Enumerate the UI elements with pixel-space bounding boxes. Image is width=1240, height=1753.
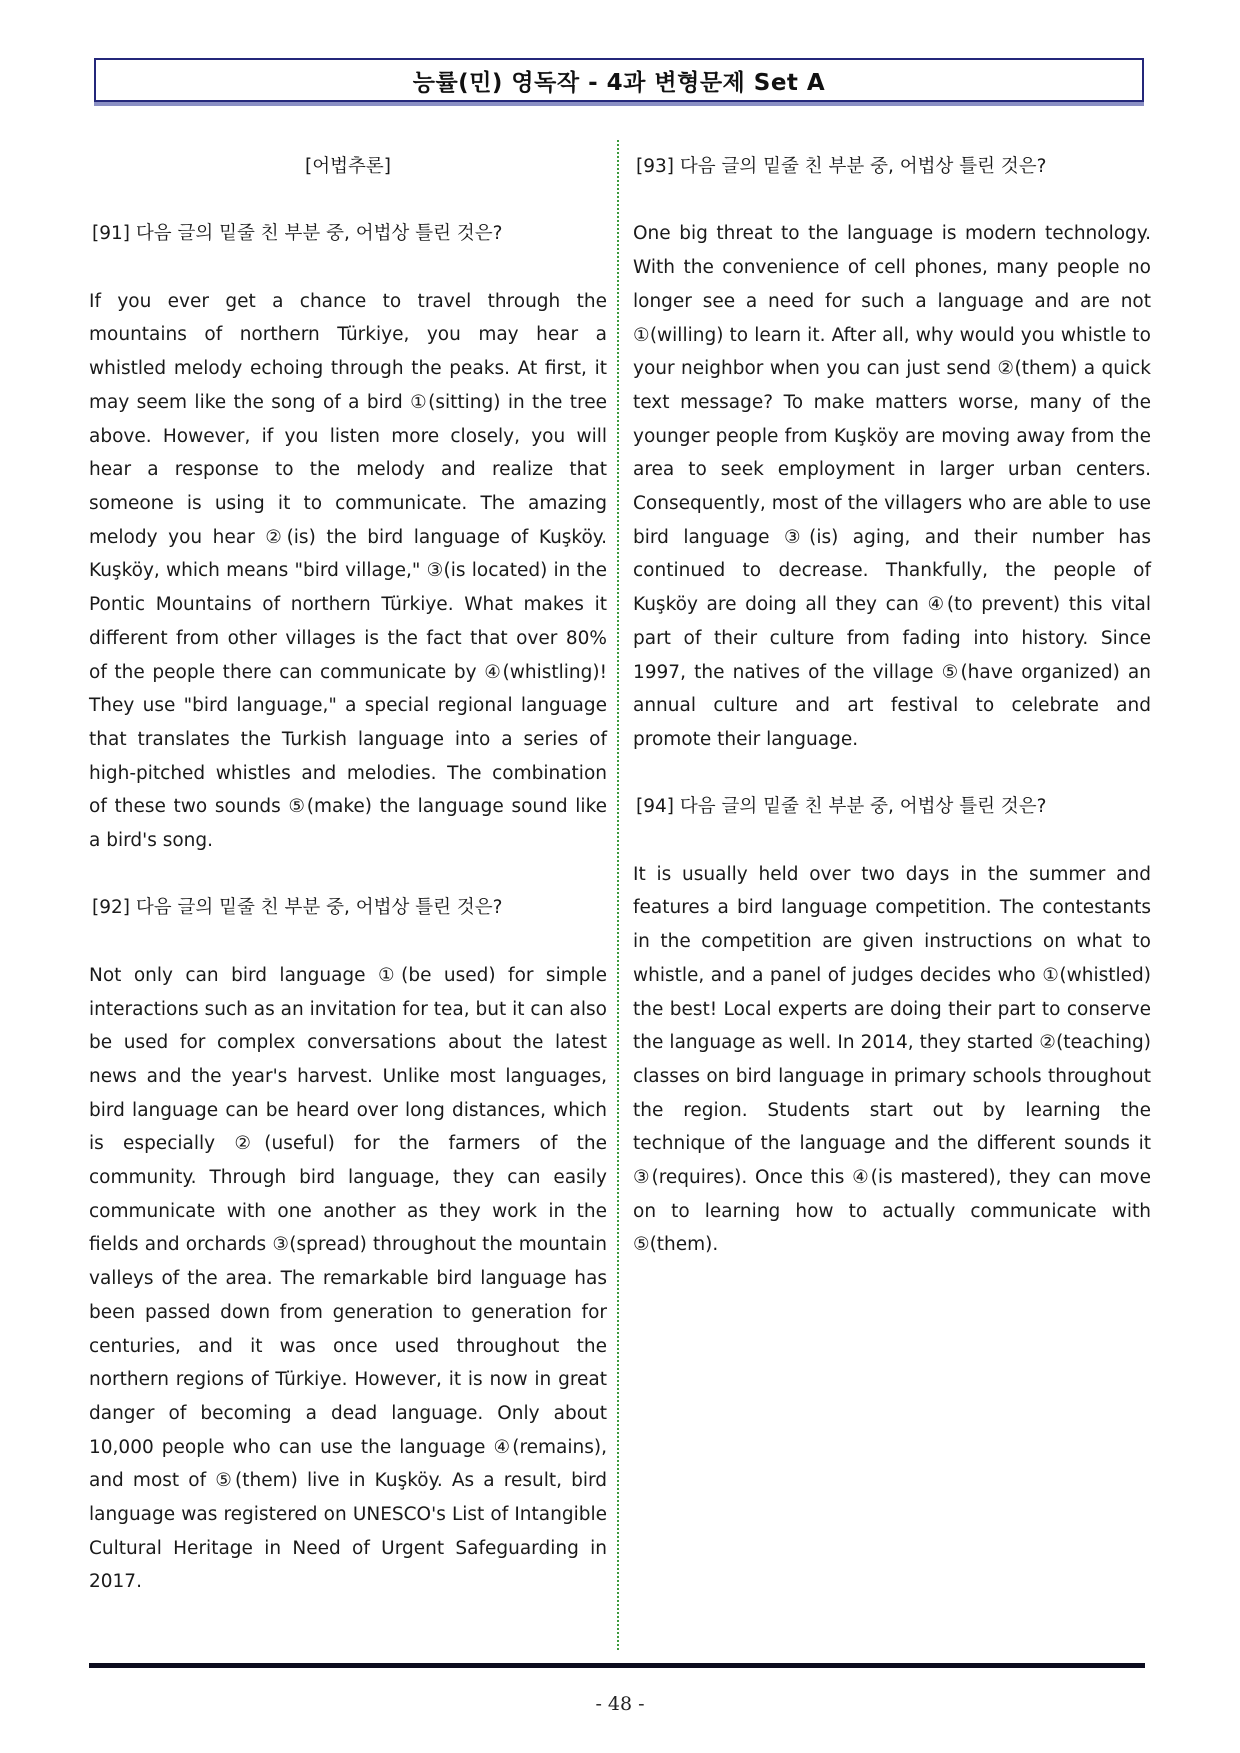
passage-93: One big threat to the language is modern technology. With the convenience of cell phones, many people no longer see a need for such a language and are not ①(willing) to learn it. After all, why would you whistle to your neighbor when you can just send ②(them) a quick text message? To make matters worse, many of the younger people from Kuşköy are moving away from the area to seek employment in larger urban centers. Consequently, most of the villagers who are able to use bird language ③(is) aging, and their number has continued to decrease. Thankfully, the people of Kuşköy are doing all they can ④(to prevent) this vital part of their culture from fading into history. Since 1997, the natives of the village ⑤(have organized) an annual culture and art festival to celebrate and promote their language. xyxy=(633,223,1151,750)
column-divider xyxy=(617,140,619,1650)
right-column xyxy=(633,150,1151,1296)
left-column xyxy=(89,150,607,1633)
question-91: [91] 다음 글의 밑줄 친 부분 중, 어법상 틀린 것은? xyxy=(92,223,503,245)
section-label: [어법추론] xyxy=(305,156,391,177)
question-93: [93] 다음 글의 밑줄 친 부분 중, 어법상 틀린 것은? xyxy=(636,156,1047,177)
page-title: 능률(민) 영독작 - 4과 변형문제 Set A xyxy=(412,69,826,96)
passage-94: It is usually held over two days in the summer and features a bird language competition. The contestants in the competition are given instructions on what to whistle, and a panel of judges decides who ①(whistled) the best! Local experts are doing their part to conserve the language as well. In 2014, they started ②(teaching) classes on bird language in primary schools throughout the region. Students start out by learning the technique of the language and the different sounds it ③(requires). Once this ④(is mastered), they can move on to learning how to actually communicate with ⑤(them). xyxy=(633,863,1151,1256)
footer-rule xyxy=(89,1663,1145,1668)
page-title-box xyxy=(94,58,1144,102)
page-number: - 48 - xyxy=(595,1693,645,1715)
question-92: [92] 다음 글의 밑줄 친 부분 중, 어법상 틀린 것은? xyxy=(92,897,503,919)
passage-92: Not only can bird language ①(be used) for simple interactions such as an invitation for tea, but it can also be used for complex conversations about the latest news and the year's harvest. Unlike most languages, bird language can be heard over long distances, which is especially ②(useful) for the farmers of the community. Through bird language, they can easily communicate with one another as they work in the fields and orchards ③(spread) throughout the mountain valleys of the area. The remarkable bird language has been passed down from generation to generation for centuries, and it was once used throughout the northern regions of Türkiye. However, it is now in great danger of becoming a dead language. Only about 10,000 people who can use the language ④(remains), and most of ⑤(them) live in Kuşköy. As a result, bird language was registered on UNESCO's List of Intangible Cultural Heritage in Need of Urgent Safeguarding in 2017. xyxy=(89,964,607,1593)
passage-91: If you ever get a chance to travel through the mountains of northern Türkiye, you may hear a whistled melody echoing through the peaks. At first, it may seem like the song of a bird ①(sitting) in the tree above. However, if you listen more closely, you will hear a response to the melody and realize that someone is using it to communicate. The amazing melody you hear ②(is) the bird language of Kuşköy. Kuşköy, which means "bird village," ③(is located) in the Pontic Mountains of northern Türkiye. What makes it different from other villages is the fact that over 80% of the people there can communicate by ④(whistling)! They use "bird language," a special regional language that translates the Turkish language into a series of high-pitched whistles and melodies. The combination of these two sounds ⑤(make) the language sound like a bird's song. xyxy=(89,290,607,852)
question-94: [94] 다음 글의 밑줄 친 부분 중, 어법상 틀린 것은? xyxy=(636,796,1047,818)
